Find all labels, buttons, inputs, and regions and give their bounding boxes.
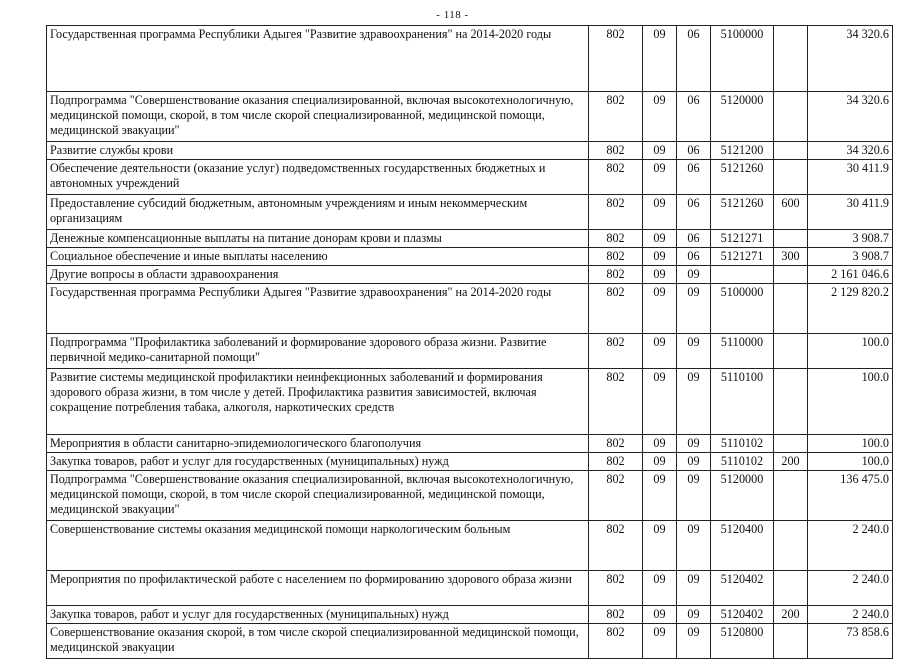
table-row	[47, 160, 893, 195]
ved-code: 802	[589, 195, 643, 230]
pr-code: 06	[677, 92, 711, 142]
ved-code: 802	[589, 230, 643, 248]
vr-code	[774, 571, 808, 606]
pr-code: 09	[677, 266, 711, 284]
csr-code: 5110102	[711, 435, 774, 453]
rz-code: 09	[643, 369, 677, 435]
ved-code: 802	[589, 284, 643, 334]
table-row	[47, 26, 893, 92]
budget-table	[46, 25, 893, 659]
rz-code: 09	[643, 92, 677, 142]
csr-code: 5110100	[711, 369, 774, 435]
row-name: Совершенствование оказания скорой, в том числе скорой специализированной медицинской помощи, медицинской эвакуации	[47, 624, 589, 659]
table-row	[47, 624, 893, 659]
pr-code: 09	[677, 284, 711, 334]
csr-code: 5120000	[711, 471, 774, 521]
vr-code	[774, 521, 808, 571]
ved-code: 802	[589, 521, 643, 571]
rz-code: 09	[643, 435, 677, 453]
table-row	[47, 92, 893, 142]
row-name: Предоставление субсидий бюджетным, автономным учреждениям и иным некоммерческим организациям	[47, 195, 589, 230]
row-name: Другие вопросы в области здравоохранения	[47, 266, 589, 284]
ved-code: 802	[589, 142, 643, 160]
table-row	[47, 142, 893, 160]
table-row	[47, 435, 893, 453]
rz-code: 09	[643, 195, 677, 230]
row-name: Мероприятия по профилактической работе с населением по формированию здорового образа жизни	[47, 571, 589, 606]
sum-value: 100.0	[808, 453, 893, 471]
rz-code: 09	[643, 606, 677, 624]
csr-code: 5120402	[711, 571, 774, 606]
sum-value: 30 411.9	[808, 195, 893, 230]
vr-code	[774, 92, 808, 142]
ved-code: 802	[589, 369, 643, 435]
row-name: Совершенствование системы оказания медицинской помощи наркологическим больным	[47, 521, 589, 571]
sum-value: 2 129 820.2	[808, 284, 893, 334]
vr-code	[774, 160, 808, 195]
csr-code: 5110000	[711, 334, 774, 369]
table-row	[47, 606, 893, 624]
sum-value: 100.0	[808, 334, 893, 369]
table-row	[47, 266, 893, 284]
page-number: - 118 -	[436, 9, 469, 21]
vr-code	[774, 284, 808, 334]
pr-code: 06	[677, 26, 711, 92]
rz-code: 09	[643, 521, 677, 571]
pr-code: 06	[677, 160, 711, 195]
rz-code: 09	[643, 142, 677, 160]
sum-value: 2 161 046.6	[808, 266, 893, 284]
pr-code: 09	[677, 369, 711, 435]
rz-code: 09	[643, 453, 677, 471]
row-name: Мероприятия в области санитарно-эпидемиологического благополучия	[47, 435, 589, 453]
vr-code	[774, 435, 808, 453]
vr-code	[774, 230, 808, 248]
ved-code: 802	[589, 26, 643, 92]
pr-code: 09	[677, 624, 711, 659]
csr-code: 5121200	[711, 142, 774, 160]
table-row	[47, 248, 893, 266]
sum-value: 100.0	[808, 435, 893, 453]
rz-code: 09	[643, 266, 677, 284]
pr-code: 09	[677, 571, 711, 606]
vr-code	[774, 624, 808, 659]
sum-value: 2 240.0	[808, 571, 893, 606]
row-name: Подпрограмма "Совершенствование оказания специализированной, включая высокотехнологичную, медицинской помощи, скорой, в том числе скорой специализированной, медицинской помощи, медицинской эвакуации"	[47, 471, 589, 521]
pr-code: 06	[677, 248, 711, 266]
sum-value: 34 320.6	[808, 142, 893, 160]
table-row	[47, 230, 893, 248]
csr-code: 5120800	[711, 624, 774, 659]
row-name: Денежные компенсационные выплаты на питание донорам крови и плазмы	[47, 230, 589, 248]
vr-code	[774, 142, 808, 160]
ved-code: 802	[589, 248, 643, 266]
csr-code: 5121260	[711, 160, 774, 195]
vr-code: 600	[774, 195, 808, 230]
sum-value: 100.0	[808, 369, 893, 435]
row-name: Подпрограмма "Совершенствование оказания специализированной, включая высокотехнологичную, медицинской помощи, скорой, в том числе скорой специализированной, медицинской помощи, медицинской эвакуации"	[47, 92, 589, 142]
row-name: Обеспечение деятельности (оказание услуг) подведомственных государственных бюджетных и автономных учреждений	[47, 160, 589, 195]
table-row	[47, 284, 893, 334]
vr-code	[774, 369, 808, 435]
pr-code: 06	[677, 142, 711, 160]
ved-code: 802	[589, 453, 643, 471]
vr-code: 200	[774, 606, 808, 624]
csr-code: 5100000	[711, 284, 774, 334]
sum-value: 136 475.0	[808, 471, 893, 521]
rz-code: 09	[643, 230, 677, 248]
sum-value: 73 858.6	[808, 624, 893, 659]
pr-code: 09	[677, 435, 711, 453]
csr-code: 5120400	[711, 521, 774, 571]
rz-code: 09	[643, 26, 677, 92]
table-row	[47, 521, 893, 571]
pr-code: 09	[677, 453, 711, 471]
ved-code: 802	[589, 471, 643, 521]
ved-code: 802	[589, 334, 643, 369]
ved-code: 802	[589, 624, 643, 659]
rz-code: 09	[643, 248, 677, 266]
pr-code: 09	[677, 334, 711, 369]
ved-code: 802	[589, 571, 643, 606]
table-row	[47, 471, 893, 521]
row-name: Государственная программа Республики Адыгея "Развитие здравоохранения" на 2014-2020 годы	[47, 284, 589, 334]
csr-code: 5120402	[711, 606, 774, 624]
rz-code: 09	[643, 334, 677, 369]
table-row	[47, 334, 893, 369]
sum-value: 30 411.9	[808, 160, 893, 195]
vr-code: 200	[774, 453, 808, 471]
table-row	[47, 453, 893, 471]
rz-code: 09	[643, 624, 677, 659]
rz-code: 09	[643, 160, 677, 195]
table-row	[47, 571, 893, 606]
row-name: Закупка товаров, работ и услуг для государственных (муниципальных) нужд	[47, 606, 589, 624]
vr-code: 300	[774, 248, 808, 266]
vr-code	[774, 26, 808, 92]
sum-value: 3 908.7	[808, 248, 893, 266]
ved-code: 802	[589, 266, 643, 284]
sum-value: 34 320.6	[808, 92, 893, 142]
row-name: Социальное обеспечение и иные выплаты населению	[47, 248, 589, 266]
rz-code: 09	[643, 471, 677, 521]
ved-code: 802	[589, 92, 643, 142]
rz-code: 09	[643, 284, 677, 334]
csr-code: 5121260	[711, 195, 774, 230]
row-name: Развитие системы медицинской профилактики неинфекционных заболеваний и формирования здорового образа жизни, в том числе у детей. Профилактика развития зависимостей, включая сокращение потребления табака, алкоголя, наркотических средств	[47, 369, 589, 435]
pr-code: 09	[677, 606, 711, 624]
csr-code: 5121271	[711, 230, 774, 248]
csr-code: 5100000	[711, 26, 774, 92]
pr-code: 06	[677, 230, 711, 248]
pr-code: 09	[677, 521, 711, 571]
ved-code: 802	[589, 160, 643, 195]
csr-code: 5120000	[711, 92, 774, 142]
vr-code	[774, 471, 808, 521]
csr-code: 5121271	[711, 248, 774, 266]
ved-code: 802	[589, 606, 643, 624]
row-name: Закупка товаров, работ и услуг для государственных (муниципальных) нужд	[47, 453, 589, 471]
vr-code	[774, 266, 808, 284]
pr-code: 06	[677, 195, 711, 230]
csr-code	[711, 266, 774, 284]
row-name: Подпрограмма "Профилактика заболеваний и формирование здорового образа жизни. Развитие первичной медико-санитарной помощи"	[47, 334, 589, 369]
table-row	[47, 195, 893, 230]
sum-value: 3 908.7	[808, 230, 893, 248]
sum-value: 2 240.0	[808, 521, 893, 571]
table-row	[47, 369, 893, 435]
row-name: Государственная программа Республики Адыгея "Развитие здравоохранения" на 2014-2020 годы	[47, 26, 589, 92]
ved-code: 802	[589, 435, 643, 453]
rz-code: 09	[643, 571, 677, 606]
csr-code: 5110102	[711, 453, 774, 471]
row-name: Развитие службы крови	[47, 142, 589, 160]
sum-value: 34 320.6	[808, 26, 893, 92]
pr-code: 09	[677, 471, 711, 521]
sum-value: 2 240.0	[808, 606, 893, 624]
vr-code	[774, 334, 808, 369]
